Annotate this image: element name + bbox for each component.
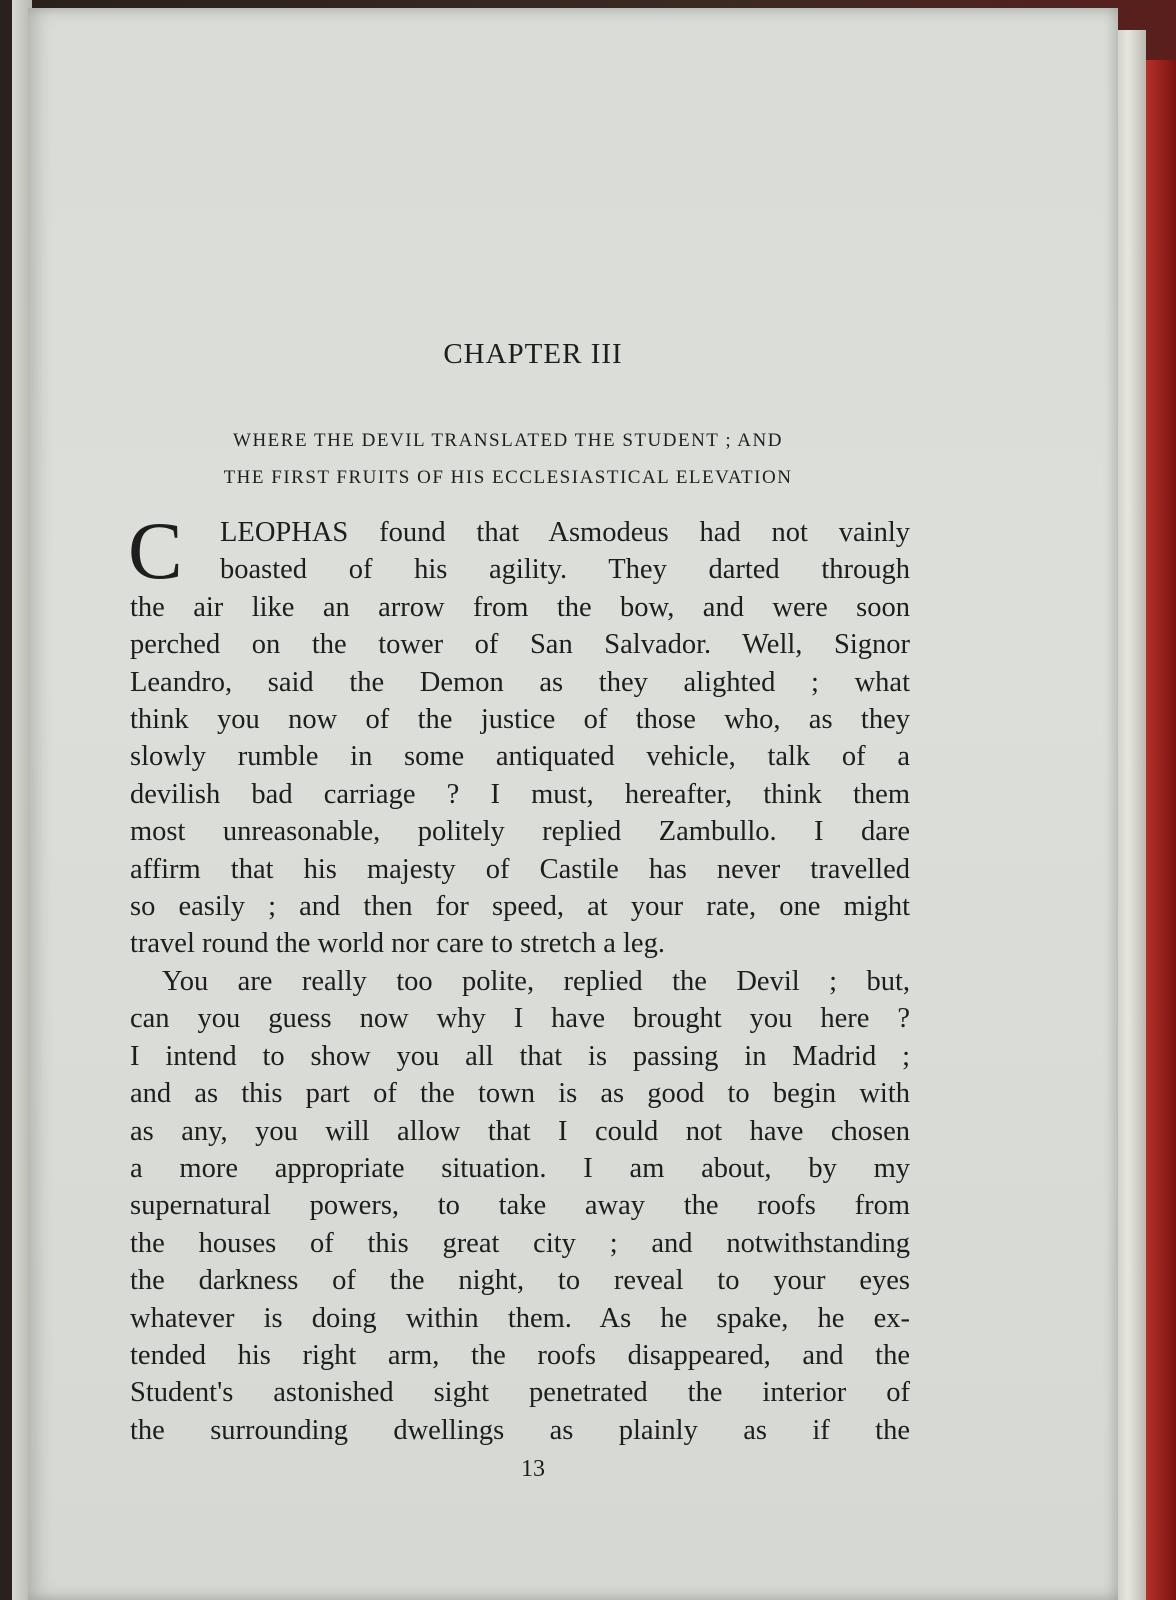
- text-line: devilish bad carriage ? I must, hereafter, think them: [130, 778, 910, 810]
- text-line: whatever is doing within them. As he spake, he ex-: [130, 1302, 910, 1334]
- text-line: travel round the world nor care to stretch a leg.: [130, 928, 665, 960]
- text-line: can you guess now why I have brought you here ?: [130, 1003, 910, 1035]
- subtitle-line: WHERE THE DEVIL TRANSLATED THE STUDENT ; AND: [233, 430, 783, 451]
- text-line: and as this part of the town is as good to begin with: [130, 1078, 910, 1110]
- text-line: LEOPHAS found that Asmodeus had not vainly: [220, 517, 910, 548]
- text-line: the surrounding dwellings as plainly as if the: [130, 1414, 910, 1446]
- subtitle-line: THE FIRST FRUITS OF HIS ECCLESIASTICAL ELEVATION: [223, 467, 793, 488]
- drop-cap: C: [128, 505, 183, 596]
- text-line: the air like an arrow from the bow, and were soon: [130, 591, 910, 623]
- text-line: as any, you will allow that I could not have chosen: [130, 1115, 910, 1147]
- text-line: a more appropriate situation. I am about, by my: [130, 1152, 910, 1184]
- text-line: the darkness of the night, to reveal to your eyes: [130, 1265, 910, 1297]
- text-line: tended his right arm, the roofs disappeared, and the: [130, 1339, 910, 1371]
- page-stack-edge: [1116, 30, 1146, 1600]
- text-line: You are really too polite, replied the Devil ; but,: [162, 965, 910, 997]
- page-number: 13: [521, 1456, 545, 1482]
- chapter-title: CHAPTER III: [443, 338, 623, 370]
- text-line: I intend to show you all that is passing in Madrid ;: [130, 1040, 910, 1072]
- text-line: affirm that his majesty of Castile has never travelled: [130, 853, 910, 885]
- text-line: think you now of the justice of those who, as they: [130, 704, 910, 736]
- text-line: most unreasonable, politely replied Zambullo. I dare: [130, 816, 910, 848]
- text-line: Student's astonished sight penetrated the interior of: [130, 1377, 910, 1409]
- text-line: Leandro, said the Demon as they alighted ; what: [130, 666, 910, 698]
- book-page: [28, 8, 1118, 1600]
- body-text: [128, 505, 910, 1449]
- text-line: supernatural powers, to take away the roofs from: [130, 1190, 910, 1222]
- text-line: perched on the tower of San Salvador. Well, Signor: [130, 629, 910, 661]
- text-line: boasted of his agility. They darted through: [220, 554, 910, 586]
- chapter-subtitle: [128, 422, 888, 496]
- text-line: so easily ; and then for speed, at your rate, one might: [130, 891, 910, 923]
- text-line: slowly rumble in some antiquated vehicle, talk of a: [130, 741, 910, 773]
- text-line: the houses of this great city ; and notwithstanding: [130, 1227, 910, 1259]
